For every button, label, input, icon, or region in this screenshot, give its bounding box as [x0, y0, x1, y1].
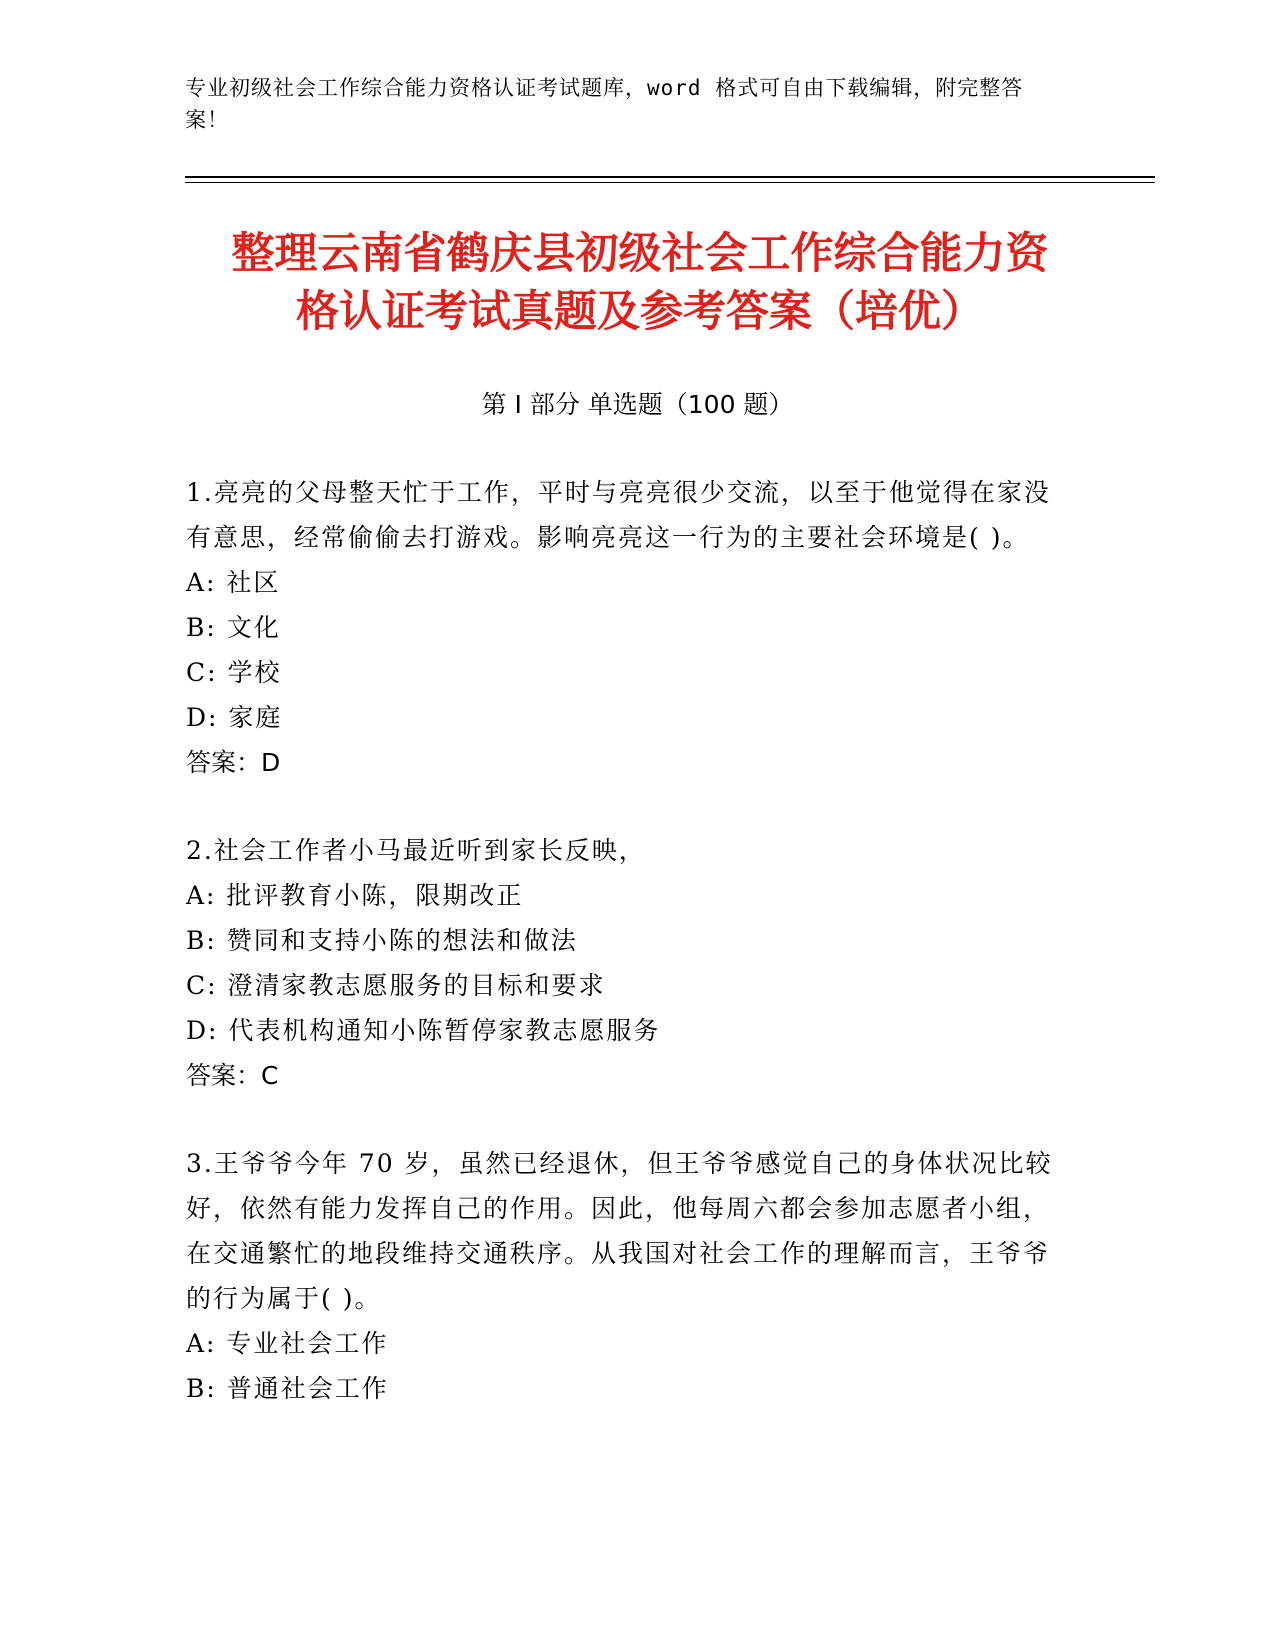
question-stem: 3.王爷爷今年 70 岁，虽然已经退休，但王爷爷感觉自己的身体状况比较好，依然有能力发挥自己的作用。因此，他每周六都会参加志愿者小组，在交通繁忙的地段维持交通秩序。从我国对社会工作的理解而言，王爷爷的行为属于( )。: [186, 1149, 1053, 1313]
header-rule-thick: [185, 176, 1155, 178]
question-2: [186, 828, 1066, 1098]
header-note: 专业初级社会工作综合能力资格认证考试题库，word 格式可自由下载编辑，附完整答案！: [185, 76, 1024, 132]
option-b: B: 赞同和支持小陈的想法和做法: [186, 926, 578, 955]
question-list: [186, 470, 1066, 1454]
question-stem: 1.亮亮的父母整天忙于工作，平时与亮亮很少交流，以至于他觉得在家没有意思，经常偷偷去打游戏。影响亮亮这一行为的主要社会环境是( )。: [186, 478, 1051, 552]
option-c: C: 澄清家教志愿服务的目标和要求: [186, 971, 606, 1000]
answer: 答案：D: [186, 748, 281, 777]
title-line-2: 格认证考试真题及参考答案（培优）: [296, 287, 984, 337]
option-d: D: 家庭: [186, 703, 283, 732]
option-d: D: 代表机构通知小陈暂停家教志愿服务: [186, 1016, 661, 1045]
document-title: [140, 225, 1140, 341]
question-stem: 2.社会工作者小马最近听到家长反映，: [186, 836, 646, 865]
section-title: 第 I 部分 单选题（100 题）: [481, 390, 794, 419]
question-3: [186, 1141, 1066, 1411]
option-b: B: 普通社会工作: [186, 1374, 389, 1403]
answer: 答案：C: [186, 1061, 279, 1090]
option-a: A: 专业社会工作: [186, 1329, 389, 1358]
question-1: [186, 470, 1066, 785]
header-rule-thin: [185, 182, 1155, 183]
option-b: B: 文化: [186, 613, 281, 642]
option-a: A: 社区: [186, 568, 281, 597]
option-a: A: 批评教育小陈，限期改正: [186, 881, 524, 910]
option-c: C: 学校: [186, 658, 282, 687]
title-line-1: 整理云南省鹤庆县初级社会工作综合能力资: [231, 229, 1049, 279]
